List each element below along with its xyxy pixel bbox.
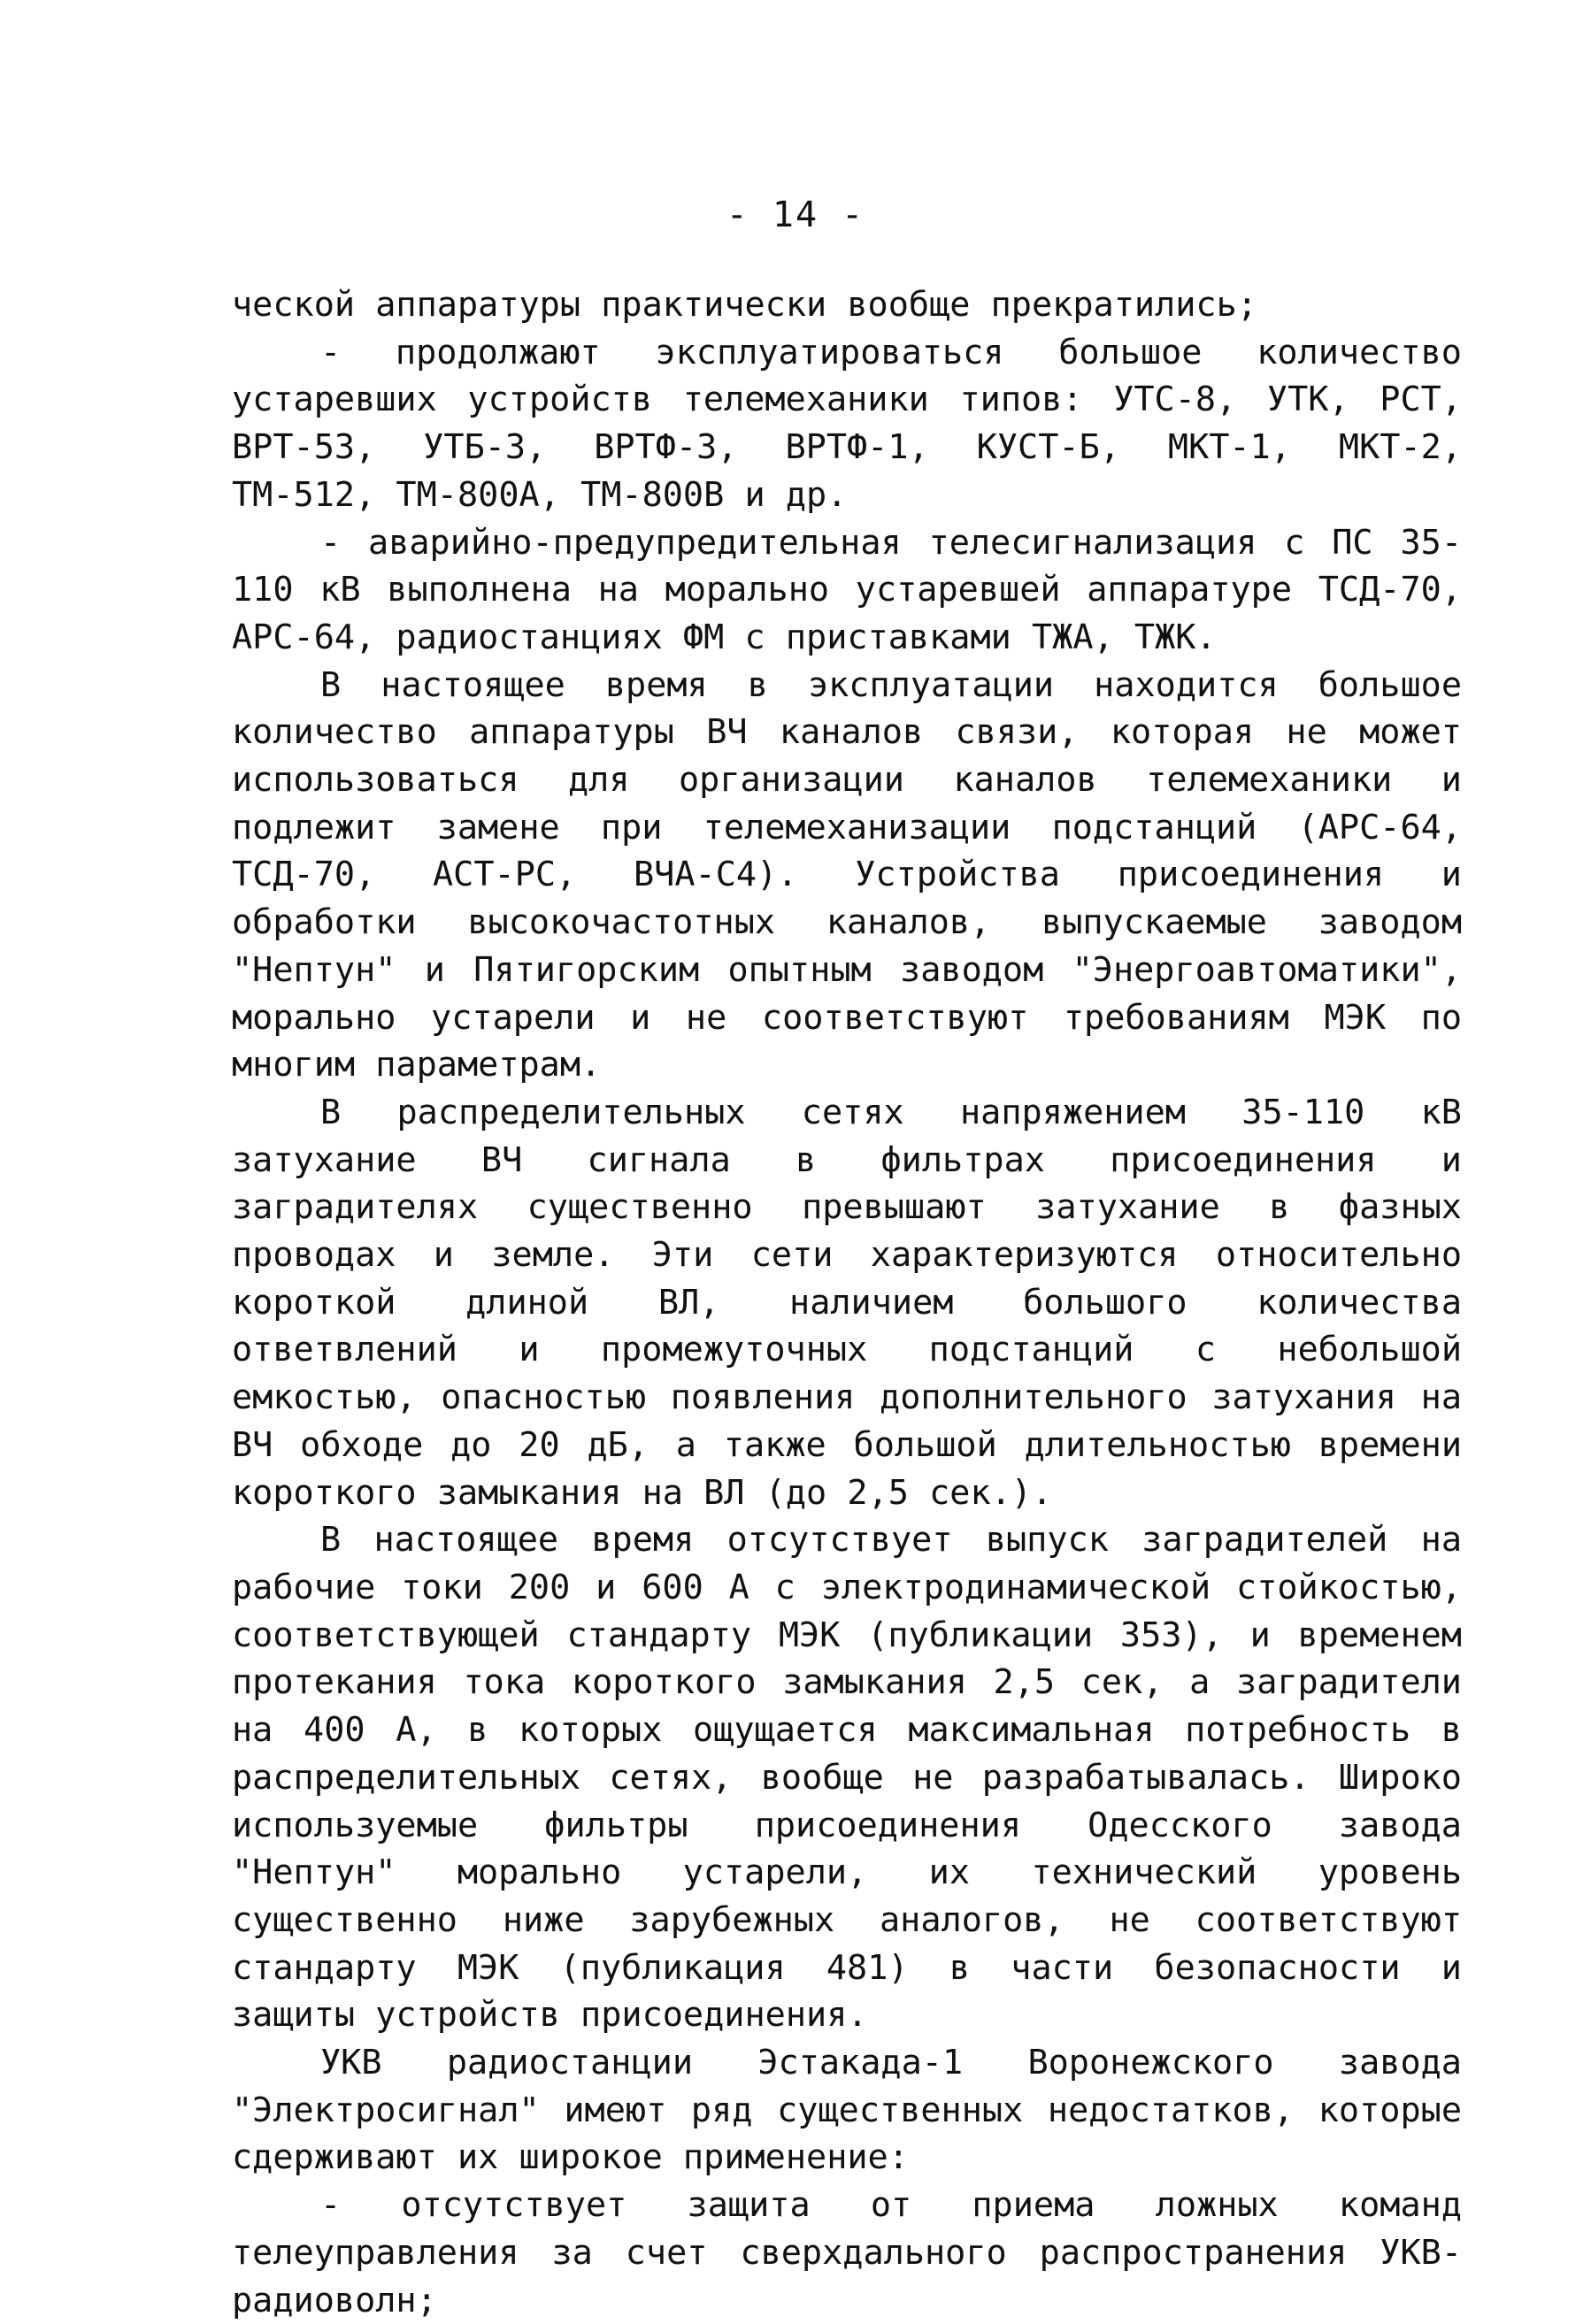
paragraph-list-item-alarm-signaling: - аварийно-предупредительная телесигнализация с ПС 35-110 кВ выполнена на морально устаревшей аппаратуре ТСД-70, АРС-64, радиостанциях ФМ с приставками ТЖА, ТЖК. — [232, 522, 1462, 657]
paragraph-continuation: ческой аппаратуры практически вообще прекратились; — [232, 285, 1257, 325]
paragraph-list-item-false-commands: - отсутствует защита от приема ложных команд телеуправления за счет сверхдального распространения УКВ-радиоволн; — [232, 2185, 1462, 2320]
paragraph-distribution-networks: В распределительных сетях напряжением 35-110 кВ затухание ВЧ сигнала в фильтрах присоединения и заградителях существенно превышают затухание в фазных проводах и земле. Эти сети характеризуются относительно короткой длиной ВЛ, наличием большого количества ответвлений и промежуточных подстанций с небольшой емкостью, опасностью появления дополнительного затухания на ВЧ обходе до 20 дБ, а также большой длительностью времени короткого замыкания на ВЛ (до 2,5 сек.). — [232, 1092, 1462, 1513]
paragraph-hf-equipment: В настоящее время в эксплуатации находится большое количество аппаратуры ВЧ каналов связи, которая не может использоваться для организации каналов телемеханики и подлежит замене при телемеханизации подстанций (АРС-64, ТСД-70, АСТ-РС, ВЧА-С4). Устройства присоединения и обработки высокочастотных каналов, выпускаемые заводом "Нептун" и Пятигорским опытным заводом "Энергоавтоматики", морально устарели и не соответствуют требованиям МЭК по многим параметрам. — [232, 664, 1462, 1085]
paragraph-list-item-obsolete-devices: - продолжают эксплуатироваться большое количество устаревших устройств телемеханики типов: УТС-8, УТК, РСТ, ВРТ-53, УТБ-3, ВРТФ-3, ВРТФ-1, КУСТ-Б, МКТ-1, МКТ-2, ТМ-512, ТМ-800А, ТМ-800В и др. — [232, 332, 1462, 515]
page-number: - 14 - — [726, 195, 865, 235]
paragraph-vhf-radio: УКВ радиостанции Эстакада-1 Воронежского завода "Электросигнал" имеют ряд существенных недостатков, которые сдерживают их широкое применение: — [232, 2043, 1462, 2178]
body-text — [232, 281, 1462, 2324]
paragraph-line-traps: В настоящее время отсутствует выпуск заградителей на рабочие токи 200 и 600 А с электродинамической стойкостью, соответствующей стандарту МЭК (публикации 353), и временем протекания тока короткого замыкания 2,5 сек, а заградители на 400 А, в которых ощущается максимальная потребность в распределительных сетях, вообще не разрабатывалась. Широко используемые фильтры присоединения Одесского завода "Нептун" морально устарели, их технический уровень существенно ниже зарубежных аналогов, не соответствуют стандарту МЭК (публикация 481) в части безопасности и защиты устройств присоединения. — [232, 1520, 1462, 2036]
